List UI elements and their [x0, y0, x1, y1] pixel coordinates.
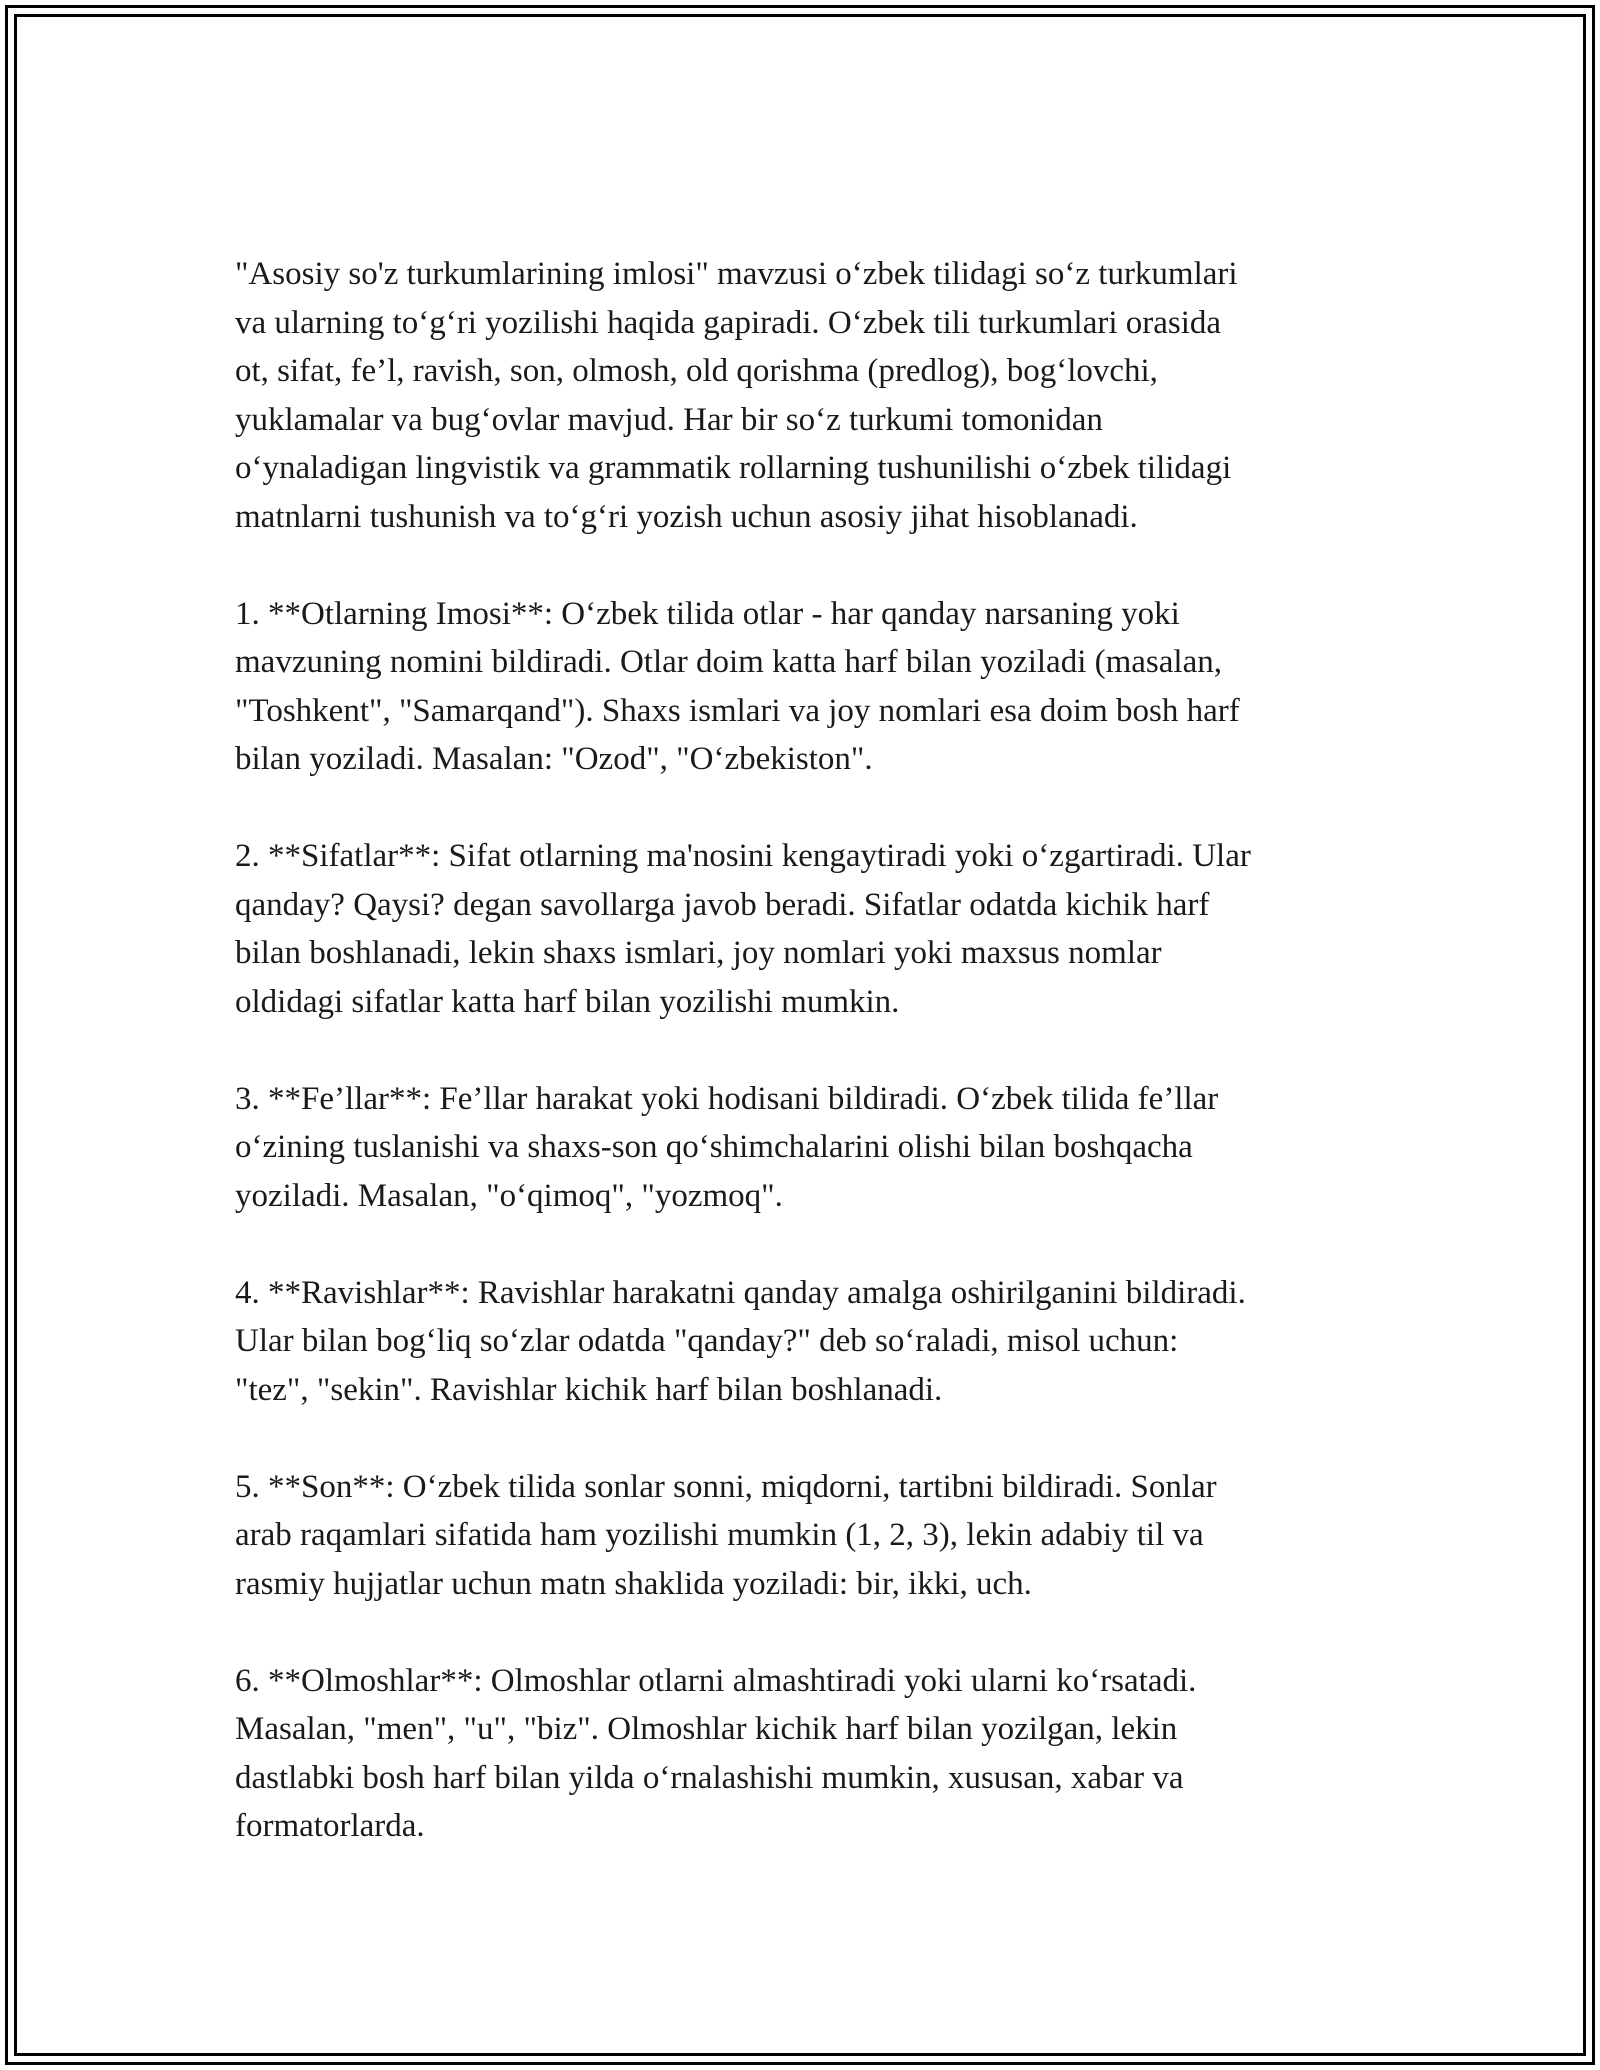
- section-sifatlar: 2. **Sifatlar**: Sifat otlarning ma'nosini kengaytiradi yoki o‘zgartiradi. Ular qanday? Qaysi? degan savollarga javob beradi. Sifatlar odatda kichik harf bilan boshlanadi, lekin shaxs ismlari, joy nomlari yoki maxsus nomlar oldidagi sifatlar katta harf bilan yozilishi mumkin.: [235, 838, 1251, 1020]
- section-ravishlar: 4. **Ravishlar**: Ravishlar harakatni qanday amalga oshirilganini bildiradi. Ular bilan bog‘liq so‘zlar odatda "qanday?" deb so‘raladi, misol uchun: "tez", "sekin". Ravishlar kichik harf bilan boshlanadi.: [235, 1274, 1246, 1408]
- section-olmoshlar: 6. **Olmoshlar**: Olmoshlar otlarni almashtiradi yoki ularni ko‘rsatadi. Masalan, "men", "u", "biz". Olmoshlar kichik harf bilan yozilgan, lekin dastlabki bosh harf bilan yilda o‘rnalashishi mumkin, xususan, xabar va formatorlarda.: [235, 1662, 1197, 1844]
- section-son: 5. **Son**: O‘zbek tilida sonlar sonni, miqdorni, tartibni bildiradi. Sonlar arab raqamlari sifatida ham yozilishi mumkin (1, 2, 3), lekin adabiy til va rasmiy hujjatlar uchun matn shaklida yoziladi: bir, ikki, uch.: [235, 1468, 1217, 1602]
- document-body: [235, 250, 1385, 1899]
- section-otlar: 1. **Otlarning Imosi**: O‘zbek tilida otlar - har qanday narsaning yoki mavzuning nomini bildiradi. Otlar doim katta harf bilan yoziladi (masalan, "Toshkent", "Samarqand"). Shaxs ismlari va joy nomlari esa doim bosh harf bilan yoziladi. Masalan: "Ozod", "O‘zbekiston".: [235, 595, 1240, 777]
- section-fellar: 3. **Fe’llar**: Fe’llar harakat yoki hodisani bildiradi. O‘zbek tilida fe’llar o‘zining tuslanishi va shaxs-son qo‘shimchalarini olishi bilan boshqacha yoziladi. Masalan, "o‘qimoq", "yozmoq".: [235, 1080, 1219, 1214]
- intro-paragraph: "Asosiy so'z turkumlarining imlosi" mavzusi o‘zbek tilidagi so‘z turkumlari va ularning to‘g‘ri yozilishi haqida gapiradi. O‘zbek tili turkumlari orasida ot, sifat, fe’l, ravish, son, olmosh, old qorishma (predlog), bog‘lovchi, yuklamalar va bug‘ovlar mavjud. Har bir so‘z turkumi tomonidan o‘ynaladigan lingvistik va grammatik rollarning tushunilishi o‘zbek tilidagi matnlarni tushunish va to‘g‘ri yozish uchun asosiy jihat hisoblanadi.: [235, 256, 1238, 535]
